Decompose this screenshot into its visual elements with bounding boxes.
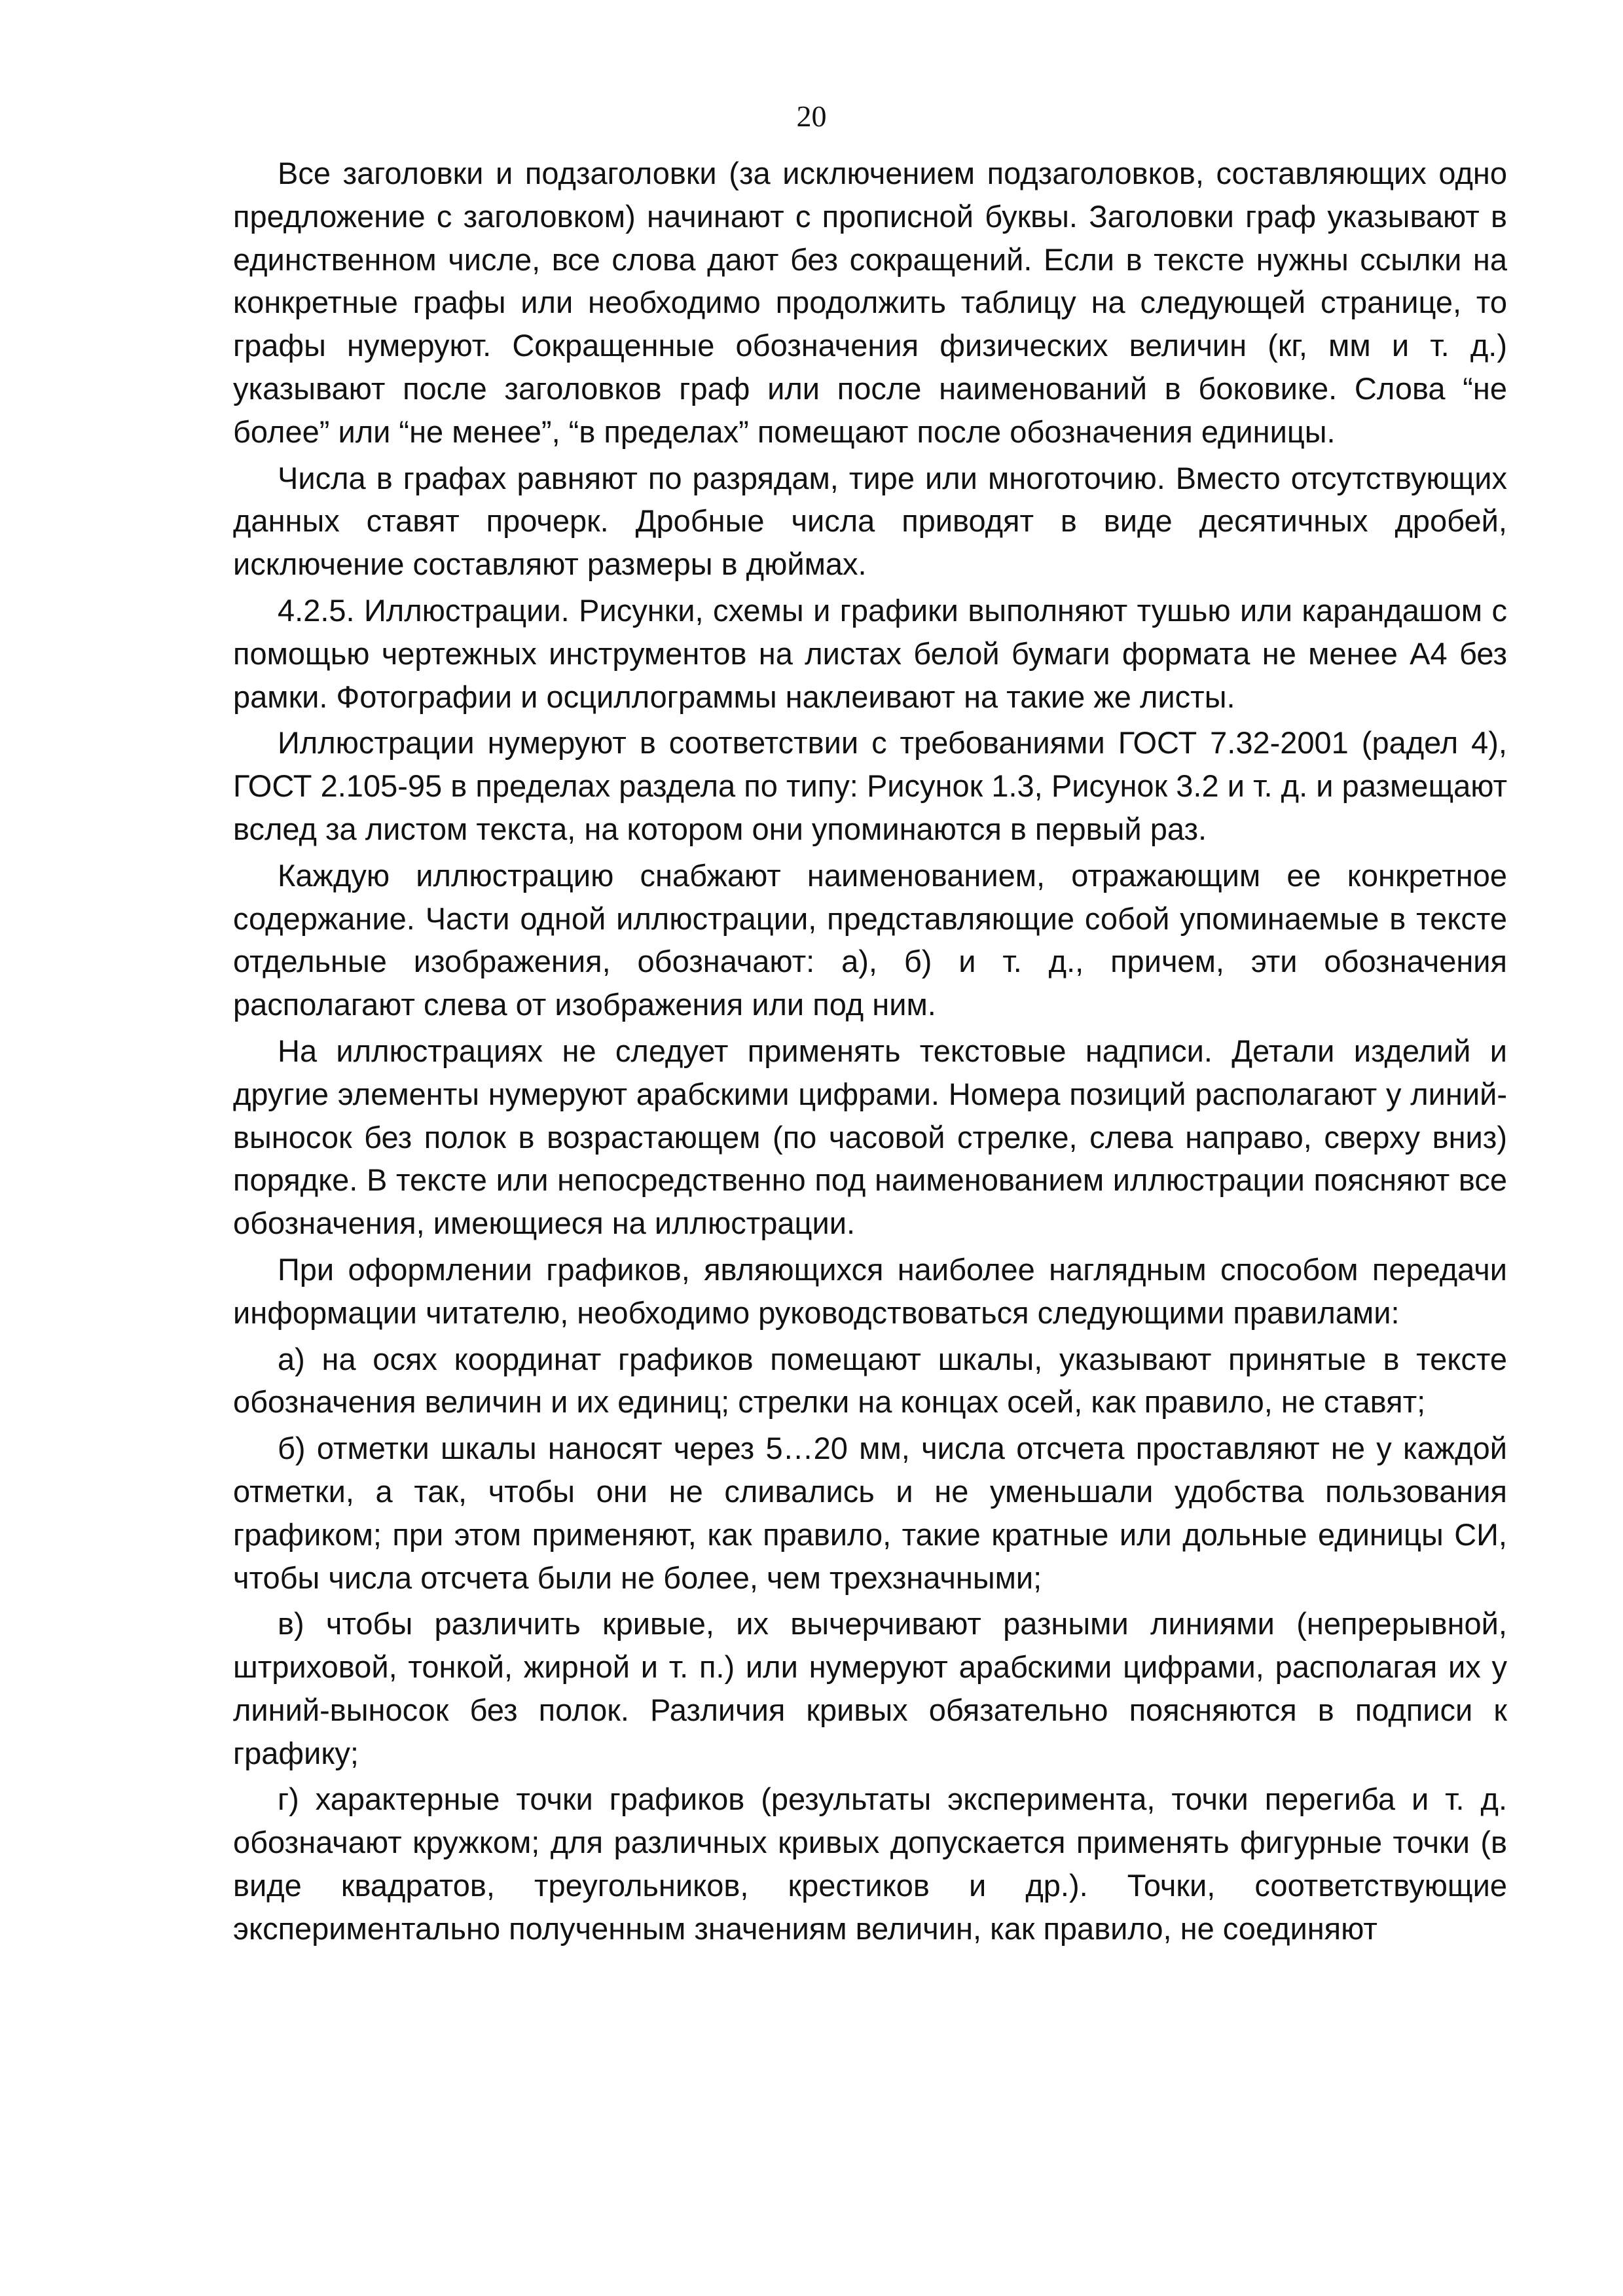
- paragraph-numbers-in-columns: Числа в графах равняют по разрядам, тире или многоточию. Вместо отсутствующих данных ставят прочерк. Дробные числа приводят в виде десятичных дробей, исключение составляют размеры в дюймах.: [233, 460, 1507, 582]
- list-item-rule-g: г) характерные точки графиков (результаты эксперимента, точки перегиба и т. д. обозначают кружком; для различных кривых допускается применять фигурные точки (в виде квадратов, треугольников, крестиков и др.). Точки, соответствующие экспериментально полученным значениям величин, как правило, не соединяют: [233, 1782, 1507, 1946]
- paragraph-illustration-naming: Каждую иллюстрацию снабжают наименованием, отражающим ее конкретное содержание. Части одной иллюстрации, представляющие собой упоминаемые в тексте отдельные изображения, обозначают: а), б) и т. д., причем, эти обозначения располагают слева от изображения или под ним.: [233, 857, 1507, 1022]
- paragraph-illustration-labels: На иллюстрациях не следует применять текстовые надписи. Детали изделий и другие элементы нумеруют арабскими цифрами. Номера позиций располагают у линий-выносок без полок в возрастающем (по часовой стрелке, слева направо, сверху вниз) порядке. В тексте или непосредственно под наименованием иллюстрации поясняют все обозначения, имеющиеся на иллюстрации.: [233, 1033, 1507, 1241]
- list-item-rule-a: а) на осях координат графиков помещают шкалы, указывают принятые в тексте обозначения величин и их единиц; стрелки на концах осей, как правило, не ставят;: [233, 1341, 1507, 1420]
- list-item-rule-v: в) чтобы различить кривые, их вычерчивают разными линиями (непрерывной, штриховой, тонкой, жирной и т. п.) или нумеруют арабскими цифрами, располагая их у линий-выносок без полок. Различия кривых обязательно поясняются в подписи к графику;: [233, 1606, 1507, 1770]
- paragraph-illustration-numbering: Иллюстрации нумеруют в соответствии с требованиями ГОСТ 7.32-2001 (радел 4), ГОСТ 2.105-95 в пределах раздела по типу: Рисунок 1.3, Рисунок 3.2 и т. д. и размещают вслед за листом текста, на котором они упоминаются в первый раз.: [233, 725, 1507, 846]
- page-number: 20: [796, 99, 827, 133]
- paragraph-graph-rules-intro: При оформлении графиков, являющихся наиболее наглядным способом передачи информации читателю, необходимо руководствоваться следующими правилами:: [233, 1251, 1507, 1330]
- list-item-rule-b: б) отметки шкалы наносят через 5…20 мм, числа отсчета проставляют не у каждой отметки, а так, чтобы они не сливались и не уменьшали удобства пользования графиком; при этом применяют, как правило, такие кратные или дольные единицы СИ, чтобы числа отсчета были не более, чем трехзначными;: [233, 1431, 1507, 1595]
- document-body: [233, 152, 1507, 1954]
- paragraph-illustrations-section: 4.2.5. Иллюстрации. Рисунки, схемы и графики выполняют тушью или карандашом с помощью чертежных инструментов на листах белой бумаги формата не менее А4 без рамки. Фотографии и осциллограммы наклеивают на такие же листы.: [233, 592, 1507, 714]
- paragraph-headings: Все заголовки и подзаголовки (за исключением подзаголовков, составляющих одно предложение с заголовком) начинают с прописной буквы. Заголовки граф указывают в единственном числе, все слова дают без сокращений. Если в тексте нужны ссылки на конкретные графы или необходимо продолжить таблицу на следующей странице, то графы нумеруют. Сокращенные обозначения физических величин (кг, мм и т. д.) указывают после заголовков граф или после наименований в боковике. Слова “не более” или “не менее”, “в пределах” помещают после обозначения единицы.: [233, 156, 1507, 449]
